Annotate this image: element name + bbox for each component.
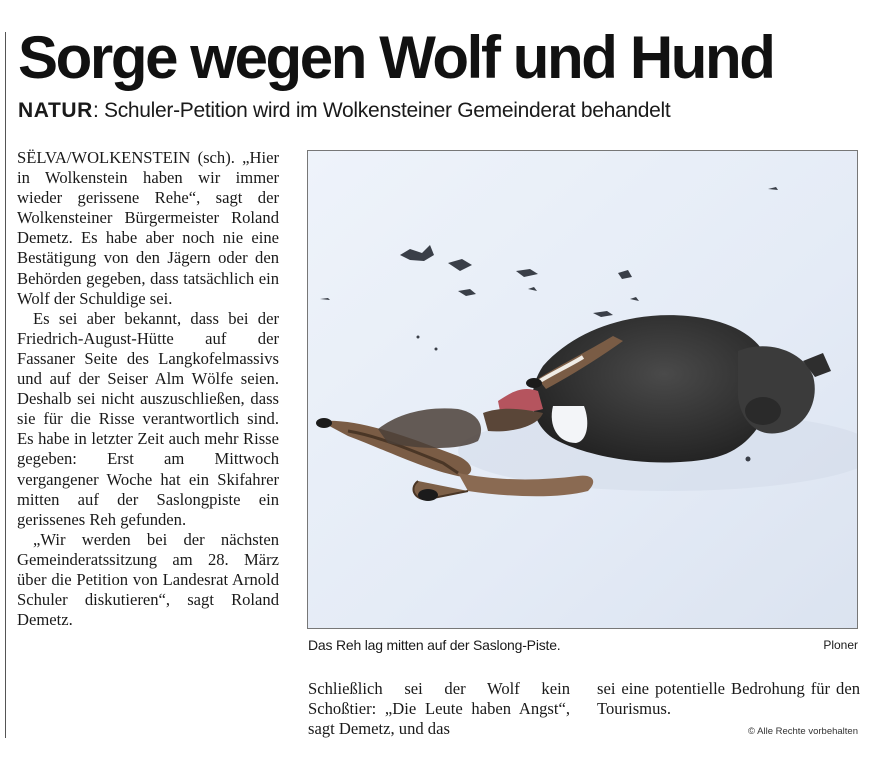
paragraph-2: Es sei aber bekannt, dass bei der Friedrich-August-Hütte auf der Fassaner Seite des Langkofelmassivs und auf der Seiser Alm Wölfe seien. Deshalb sei nicht auszuschließen, dass sie für die Risse verantwortlich sind. Es habe in letzter Zeit auch mehr Risse gegeben: Erst am Mittwoch vergangener Woche hat ein Skifahrer mitten auf der Saslongpiste ein gerissenes Reh gefunden. — [17, 308, 279, 529]
paragraph-3: „Wir werden bei der nächsten Gemeinderatssitzung am 28. März über die Petition von Landesrat Arnold Schuler diskutieren“, sagt Roland Demetz. — [17, 529, 279, 630]
deer-in-snow-illustration — [308, 151, 858, 629]
paragraph-1: SËLVA/WOLKENSTEIN (sch). „Hier in Wolkenstein haben wir immer wieder gerissene Rehe“, sagt der Wolkensteiner Bürgermeister Roland Demetz. Es habe aber noch nie eine Bestätigung von den Jägern oder den Behörden gegeben, dass tatsächlich ein Wolf der Schuldige sei. — [17, 148, 279, 308]
column-rule — [5, 32, 6, 738]
headline: Sorge wegen Wolf und Hund — [18, 24, 774, 91]
paragraph-4: Schließlich sei der Wolf kein Schoßtier: „Die Leute haben Angst“, sagt Demetz, und das — [308, 679, 570, 739]
article-column-2 — [308, 679, 570, 739]
kicker: NATUR — [18, 99, 93, 122]
subheadline — [18, 96, 670, 126]
article-column-3 — [597, 679, 860, 719]
photo-credit: Ploner — [823, 638, 858, 652]
news-photo — [307, 150, 858, 629]
subheadline-text: : Schuler-Petition wird im Wolkensteiner Gemeinderat behandelt — [92, 99, 671, 122]
paragraph-5: sei eine potentielle Bedrohung für den Tourismus. — [597, 679, 860, 719]
copyright-notice: © Alle Rechte vorbehalten — [748, 726, 858, 737]
article-column-1 — [17, 148, 279, 630]
photo-caption: Das Reh lag mitten auf der Saslong-Piste. — [308, 637, 561, 653]
